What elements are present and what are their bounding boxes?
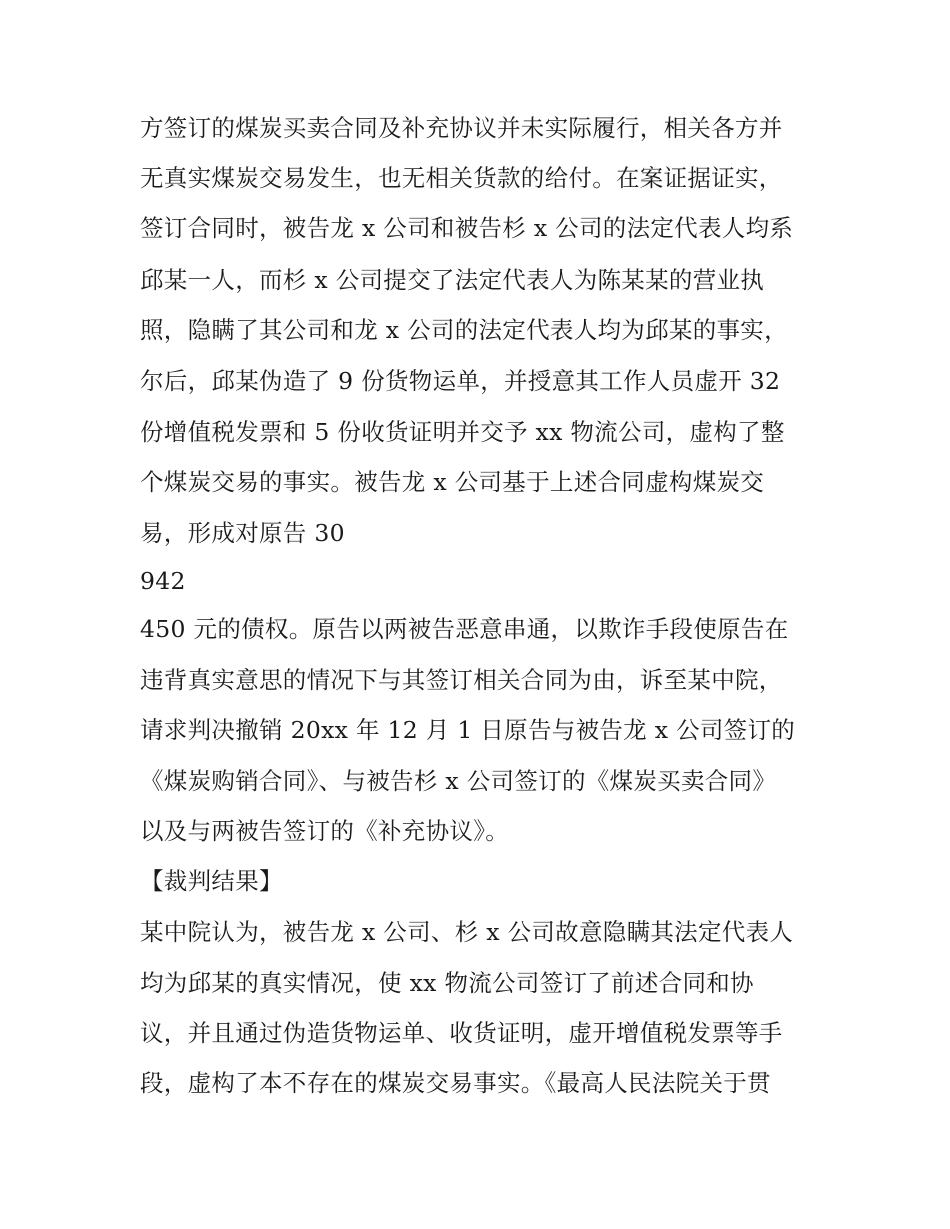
text-line: 易，形成对原告 30 bbox=[140, 519, 345, 547]
text-line: 942 bbox=[140, 567, 186, 595]
text-line: 议，并且通过伪造货物运单、收货证明，虚开增值税发票等手 bbox=[140, 1019, 783, 1047]
text-line: 尔后，邱某伪造了 9 份货物运单，并授意其工作人员虚开 32 bbox=[140, 367, 781, 395]
text-line: 450 元的债权。原告以两被告恶意串通，以欺诈手段使原告在 bbox=[140, 615, 789, 643]
text-line: 方签订的煤炭买卖合同及补充协议并未实际履行，相关各方并 bbox=[140, 114, 783, 142]
text-line: 签订合同时，被告龙 x 公司和被告杉 x 公司的法定代表人均系 bbox=[140, 214, 794, 242]
text-line: 《煤炭购销合同》、与被告杉 x 公司签订的《煤炭买卖合同》 bbox=[140, 767, 777, 795]
text-line: 以及与两被告签订的《补充协议》。 bbox=[140, 817, 510, 845]
text-line: 某中院认为，被告龙 x 公司、杉 x 公司故意隐瞒其法定代表人 bbox=[140, 918, 794, 946]
text-line: 违背真实意思的情况下与其签订相关合同为由，诉至某中院， bbox=[140, 666, 783, 694]
text-line: 照，隐瞒了其公司和龙 x 公司的法定代表人均为邱某的事实， bbox=[140, 316, 788, 344]
text-line: 段，虚构了本不存在的煤炭交易事实。《最高人民法院关于贯 bbox=[140, 1069, 771, 1097]
text-line: 无真实煤炭交易发生，也无相关货款的给付。在案证据证实， bbox=[140, 164, 783, 192]
text-line: 份增值税发票和 5 份收货证明并交予 xx 物流公司，虚构了整 bbox=[140, 418, 785, 446]
section-heading: 【裁判结果】 bbox=[140, 867, 283, 895]
text-line: 邱某一人，而杉 x 公司提交了法定代表人为陈某某的营业执 bbox=[140, 266, 765, 294]
text-line: 请求判决撤销 20xx 年 12 月 1 日原告与被告龙 x 公司签订的 bbox=[140, 716, 796, 744]
text-line: 个煤炭交易的事实。被告龙 x 公司基于上述合同虚构煤炭交 bbox=[140, 468, 765, 496]
text-line: 均为邱某的真实情况，使 xx 物流公司签订了前述合同和协 bbox=[140, 969, 754, 997]
